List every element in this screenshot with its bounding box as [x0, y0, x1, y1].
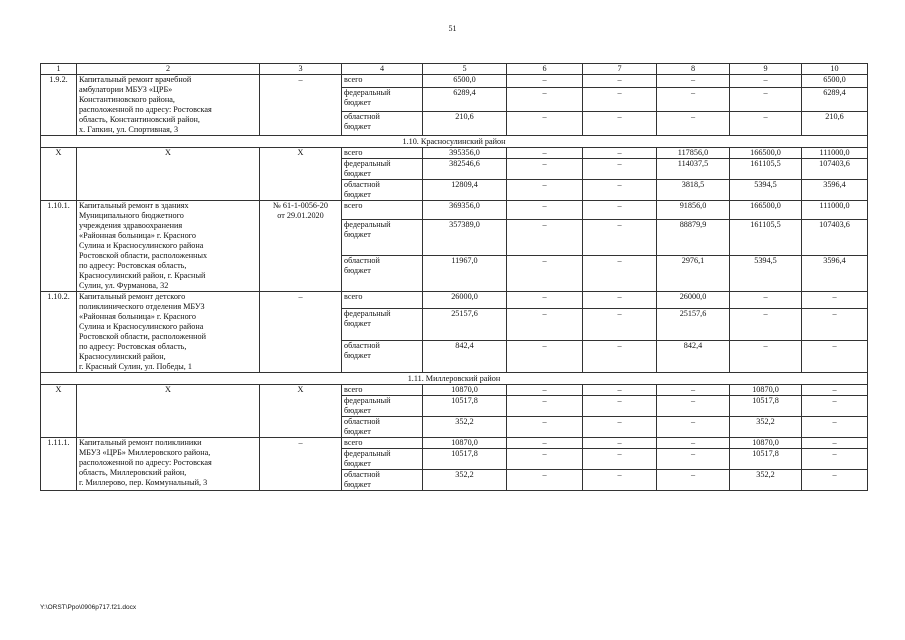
amount-total: 10517,8: [423, 396, 507, 417]
item-document: № 61-1-0056-20 от 29.01.2020: [260, 201, 342, 292]
amount-col10: 111000,0: [802, 201, 868, 220]
amount-col9: 352,2: [730, 470, 802, 491]
column-number: 4: [342, 64, 423, 75]
amount-col6: –: [507, 449, 583, 470]
amount-col9: 10517,8: [730, 396, 802, 417]
amount-col7: –: [583, 292, 657, 309]
amount-col10: –: [802, 438, 868, 449]
column-number: 5: [423, 64, 507, 75]
amount-col7: –: [583, 75, 657, 88]
amount-col6: –: [507, 87, 583, 111]
amount-col8: –: [657, 87, 730, 111]
amount-col10: 3596,4: [802, 180, 868, 201]
table-row: [41, 201, 868, 220]
amount-col9: 5394,5: [730, 255, 802, 291]
amount-col9: 10517,8: [730, 449, 802, 470]
amount-col8: –: [657, 417, 730, 438]
amount-total: 10870,0: [423, 385, 507, 396]
amount-col6: –: [507, 180, 583, 201]
amount-col9: 161105,5: [730, 159, 802, 180]
amount-col6: –: [507, 148, 583, 159]
amount-col6: –: [507, 308, 583, 340]
table-body: [41, 64, 868, 491]
section-heading: 1.11. Миллеровский район: [41, 373, 868, 385]
section-heading: 1.10. Красносулинский район: [41, 136, 868, 148]
funding-source: областной бюджет: [342, 417, 423, 438]
amount-total: 6500,0: [423, 75, 507, 88]
amount-col7: –: [583, 87, 657, 111]
amount-col7: –: [583, 385, 657, 396]
amount-col10: –: [802, 470, 868, 491]
item-number: 1.11.1.: [41, 438, 77, 491]
page-number: 51: [448, 24, 457, 33]
amount-col8: 26000,0: [657, 292, 730, 309]
amount-col6: –: [507, 111, 583, 135]
column-number-row: [41, 64, 868, 75]
item-name: Капитальный ремонт врачебной амбулатории МБУЗ «ЦРБ» Константиновского района, расположенной по адресу: Ростовская область, Константиновский район, х. Гапкин, ул. Спортивная, 3: [77, 75, 260, 136]
amount-col8: –: [657, 438, 730, 449]
amount-total: 382546,6: [423, 159, 507, 180]
item-number: 1.10.1.: [41, 201, 77, 292]
amount-col10: 6500,0: [802, 75, 868, 88]
amount-col7: –: [583, 180, 657, 201]
amount-col10: 3596,4: [802, 255, 868, 291]
amount-col7: –: [583, 148, 657, 159]
amount-col10: –: [802, 449, 868, 470]
amount-col8: –: [657, 449, 730, 470]
item-document: Х: [260, 148, 342, 201]
table-row: [41, 75, 868, 88]
column-number: 9: [730, 64, 802, 75]
funding-source: всего: [342, 385, 423, 396]
item-name: Х: [77, 148, 260, 201]
amount-col8: 3818,5: [657, 180, 730, 201]
table-row: [41, 292, 868, 309]
amount-col6: –: [507, 385, 583, 396]
amount-col10: –: [802, 396, 868, 417]
amount-col9: 10870,0: [730, 385, 802, 396]
file-path-footer: Y:\ORST\Ppo\0906p717.f21.docx: [40, 604, 137, 611]
funding-source: федеральный бюджет: [342, 87, 423, 111]
table-row: [41, 385, 868, 396]
item-document: Х: [260, 385, 342, 438]
section-heading-row: [41, 136, 868, 148]
amount-col7: –: [583, 255, 657, 291]
amount-col8: –: [657, 470, 730, 491]
funding-source: федеральный бюджет: [342, 308, 423, 340]
amount-total: 25157,6: [423, 308, 507, 340]
item-name: Капитальный ремонт детского поликлинического отделения МБУЗ «Районная больница» г. Красного Сулина и Красносулинского района Ростовской области, расположенной по адресу: Ростовская область, Красносулинский район, г. Красный Сулин, ул. Победы, 1: [77, 292, 260, 373]
amount-col8: 117856,0: [657, 148, 730, 159]
amount-col10: 210,6: [802, 111, 868, 135]
item-number: Х: [41, 385, 77, 438]
amount-col10: –: [802, 308, 868, 340]
funding-source: всего: [342, 201, 423, 220]
amount-total: 12809,4: [423, 180, 507, 201]
amount-col9: –: [730, 340, 802, 372]
column-number: 8: [657, 64, 730, 75]
amount-col6: –: [507, 470, 583, 491]
item-name: Х: [77, 385, 260, 438]
amount-col7: –: [583, 340, 657, 372]
amount-col10: 6289,4: [802, 87, 868, 111]
funding-source: федеральный бюджет: [342, 396, 423, 417]
amount-col9: 166500,0: [730, 201, 802, 220]
amount-total: 352,2: [423, 417, 507, 438]
column-number: 6: [507, 64, 583, 75]
amount-col8: –: [657, 396, 730, 417]
amount-col7: –: [583, 438, 657, 449]
amount-total: 842,4: [423, 340, 507, 372]
amount-col10: 107403,6: [802, 219, 868, 255]
amount-total: 11967,0: [423, 255, 507, 291]
item-document: –: [260, 75, 342, 136]
funding-source: всего: [342, 438, 423, 449]
item-number: Х: [41, 148, 77, 201]
amount-col7: –: [583, 396, 657, 417]
table-row: [41, 148, 868, 159]
funding-source: областной бюджет: [342, 111, 423, 135]
item-document: –: [260, 438, 342, 491]
amount-total: 357389,0: [423, 219, 507, 255]
amount-col9: –: [730, 292, 802, 309]
amount-col6: –: [507, 75, 583, 88]
item-document: –: [260, 292, 342, 373]
amount-col8: –: [657, 111, 730, 135]
amount-col7: –: [583, 470, 657, 491]
amount-total: 6289,4: [423, 87, 507, 111]
amount-col8: 25157,6: [657, 308, 730, 340]
amount-total: 369356,0: [423, 201, 507, 220]
amount-col9: 166500,0: [730, 148, 802, 159]
amount-col7: –: [583, 219, 657, 255]
item-number: 1.9.2.: [41, 75, 77, 136]
column-number: 7: [583, 64, 657, 75]
amount-col8: 2976,1: [657, 255, 730, 291]
funding-source: областной бюджет: [342, 470, 423, 491]
amount-col9: 161105,5: [730, 219, 802, 255]
amount-col7: –: [583, 308, 657, 340]
amount-col7: –: [583, 159, 657, 180]
amount-col6: –: [507, 396, 583, 417]
amount-col10: 111000,0: [802, 148, 868, 159]
funding-source: федеральный бюджет: [342, 159, 423, 180]
amount-col9: –: [730, 87, 802, 111]
amount-col7: –: [583, 111, 657, 135]
amount-col9: 10870,0: [730, 438, 802, 449]
amount-col8: –: [657, 75, 730, 88]
item-name: Капитальный ремонт в зданиях Муниципального бюджетного учреждения здравоохранения «Районная больница» г. Красного Сулина и Красносулинского района Ростовской области, расположенных по адресу: Ростовская область, Красносулинский район, г. Красный Сулин, ул. Фурманова, 32: [77, 201, 260, 292]
amount-col6: –: [507, 292, 583, 309]
amount-col6: –: [507, 340, 583, 372]
funding-source: областной бюджет: [342, 255, 423, 291]
column-number: 2: [77, 64, 260, 75]
funding-source: областной бюджет: [342, 180, 423, 201]
amount-col8: 91856,0: [657, 201, 730, 220]
amount-col8: –: [657, 385, 730, 396]
amount-total: 395356,0: [423, 148, 507, 159]
amount-col7: –: [583, 417, 657, 438]
amount-col10: 107403,6: [802, 159, 868, 180]
amount-col10: –: [802, 340, 868, 372]
amount-col9: –: [730, 111, 802, 135]
amount-total: 26000,0: [423, 292, 507, 309]
amount-total: 10517,8: [423, 449, 507, 470]
amount-total: 352,2: [423, 470, 507, 491]
amount-col6: –: [507, 159, 583, 180]
column-number: 10: [802, 64, 868, 75]
amount-col9: 352,2: [730, 417, 802, 438]
funding-source: федеральный бюджет: [342, 449, 423, 470]
amount-col7: –: [583, 201, 657, 220]
amount-col10: –: [802, 417, 868, 438]
funding-source: федеральный бюджет: [342, 219, 423, 255]
amount-col8: 842,4: [657, 340, 730, 372]
amount-col7: –: [583, 449, 657, 470]
amount-col9: 5394,5: [730, 180, 802, 201]
amount-total: 10870,0: [423, 438, 507, 449]
amount-col10: –: [802, 385, 868, 396]
column-number: 3: [260, 64, 342, 75]
budget-table: [40, 63, 868, 491]
funding-source: всего: [342, 75, 423, 88]
section-heading-row: [41, 373, 868, 385]
amount-col9: –: [730, 75, 802, 88]
column-number: 1: [41, 64, 77, 75]
amount-col8: 88879,9: [657, 219, 730, 255]
amount-col6: –: [507, 438, 583, 449]
amount-col10: –: [802, 292, 868, 309]
funding-source: всего: [342, 292, 423, 309]
item-number: 1.10.2.: [41, 292, 77, 373]
amount-col6: –: [507, 255, 583, 291]
amount-col6: –: [507, 201, 583, 220]
amount-col6: –: [507, 219, 583, 255]
funding-source: областной бюджет: [342, 340, 423, 372]
amount-col9: –: [730, 308, 802, 340]
table-row: [41, 438, 868, 449]
amount-total: 210,6: [423, 111, 507, 135]
item-name: Капитальный ремонт поликлиники МБУЗ «ЦРБ» Миллеровского района, расположенной по адресу: Ростовская область, Миллеровский район, г. Миллерово, пер. Коммунальный, 3: [77, 438, 260, 491]
amount-col8: 114037,5: [657, 159, 730, 180]
amount-col6: –: [507, 417, 583, 438]
funding-source: всего: [342, 148, 423, 159]
